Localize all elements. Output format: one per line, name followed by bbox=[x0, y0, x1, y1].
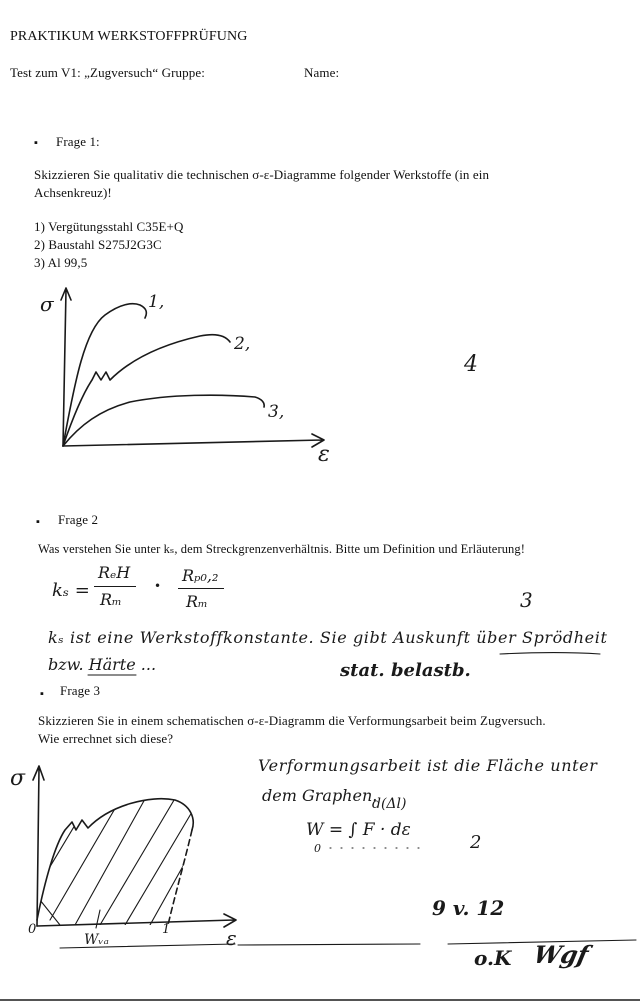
q3-score: 2 bbox=[470, 832, 482, 853]
total-score: 9 v. 12 bbox=[432, 896, 505, 920]
q2-formula-op: • bbox=[154, 579, 162, 593]
q3-answer-line1: Verformungsarbeit ist die Fläche unter bbox=[258, 756, 598, 775]
q3-answer-formula: W = ∫ F · dε bbox=[306, 820, 411, 840]
q1-item-1: 1) Vergütungsstahl C35E+Q bbox=[34, 219, 184, 234]
grader-signature: Wgf bbox=[530, 940, 592, 969]
name-label: Name: bbox=[304, 65, 340, 80]
q1-curve-label-3: 3, bbox=[268, 402, 285, 422]
q1-curve-label-2: 2, bbox=[234, 334, 251, 354]
q3-text-line1: Skizzieren Sie in einem schematischen σ-ε-Diagramm die Verformungsarbeit beim Zugversuch. bbox=[38, 713, 546, 728]
q3-answer-line2: dem Graphen. bbox=[262, 786, 378, 805]
q1-item-2: 2) Baustahl S275J2G3C bbox=[34, 237, 162, 252]
q2-formula-den2: Rₘ bbox=[186, 592, 208, 611]
q1-score: 4 bbox=[464, 352, 478, 377]
q2-formula-num1: RₑH bbox=[98, 563, 131, 582]
q1-item-3: 3) Al 99,5 bbox=[34, 255, 88, 270]
q2-answer-line2: bzw. Härte ... bbox=[48, 655, 157, 674]
q2-answer-note: stat. belastb. bbox=[340, 660, 471, 681]
q3-answer-formula-lower: 0 bbox=[314, 842, 321, 855]
q2-title: Frage 2 bbox=[58, 512, 99, 527]
q1-curve-label-1: 1, bbox=[148, 292, 165, 312]
course-title: PRAKTIKUM WERKSTOFFPRÜFUNG bbox=[10, 29, 248, 44]
footer-rule-left bbox=[238, 944, 420, 945]
q3-epsilon-label: ε bbox=[226, 926, 237, 950]
q2-text: Was verstehen Sie unter kₛ, dem Streckgrenzenverhältnis. Bitte um Definition und Erläuterung! bbox=[38, 542, 526, 556]
q1-text-line2: Achsenkreuz)! bbox=[34, 185, 112, 200]
q1-bullet: ▪ bbox=[34, 137, 38, 149]
q2-bullet: ▪ bbox=[36, 516, 40, 528]
q2-answer-line1: kₛ ist eine Werkstoffkonstante. Sie gibt Auskunft über Sprödheit bbox=[48, 628, 608, 647]
q3-sigma-label: σ bbox=[10, 766, 26, 791]
q1-sigma-label: σ bbox=[40, 292, 54, 316]
q3-x-mark-label: 1 bbox=[162, 922, 171, 937]
q3-text-line2: Wie errechnet sich diese? bbox=[38, 731, 174, 746]
q1-epsilon-label: ε bbox=[318, 442, 330, 467]
q1-title: Frage 1: bbox=[56, 134, 100, 149]
q3-bullet: ▪ bbox=[40, 688, 44, 700]
q2-score: 3 bbox=[520, 588, 533, 612]
grading-remark: o.K bbox=[474, 946, 512, 970]
q2-formula-den1: Rₘ bbox=[100, 590, 122, 609]
q2-formula-lhs: kₛ = bbox=[52, 580, 90, 601]
q3-title: Frage 3 bbox=[60, 683, 101, 698]
q3-origin-label: 0 bbox=[28, 922, 37, 937]
q3-answer-dl: d(Δl) bbox=[372, 796, 407, 812]
q2-formula-num2: Rₚ₀,₂ bbox=[182, 566, 219, 585]
q3-area-label: Wᵥₐ bbox=[84, 932, 109, 948]
q1-text-line1: Skizzieren Sie qualitativ die technischen σ-ε-Diagramme folgender Werkstoffe (in ein bbox=[34, 167, 490, 182]
test-group-line: Test zum V1: „Zugversuch“ Gruppe: bbox=[10, 65, 205, 80]
